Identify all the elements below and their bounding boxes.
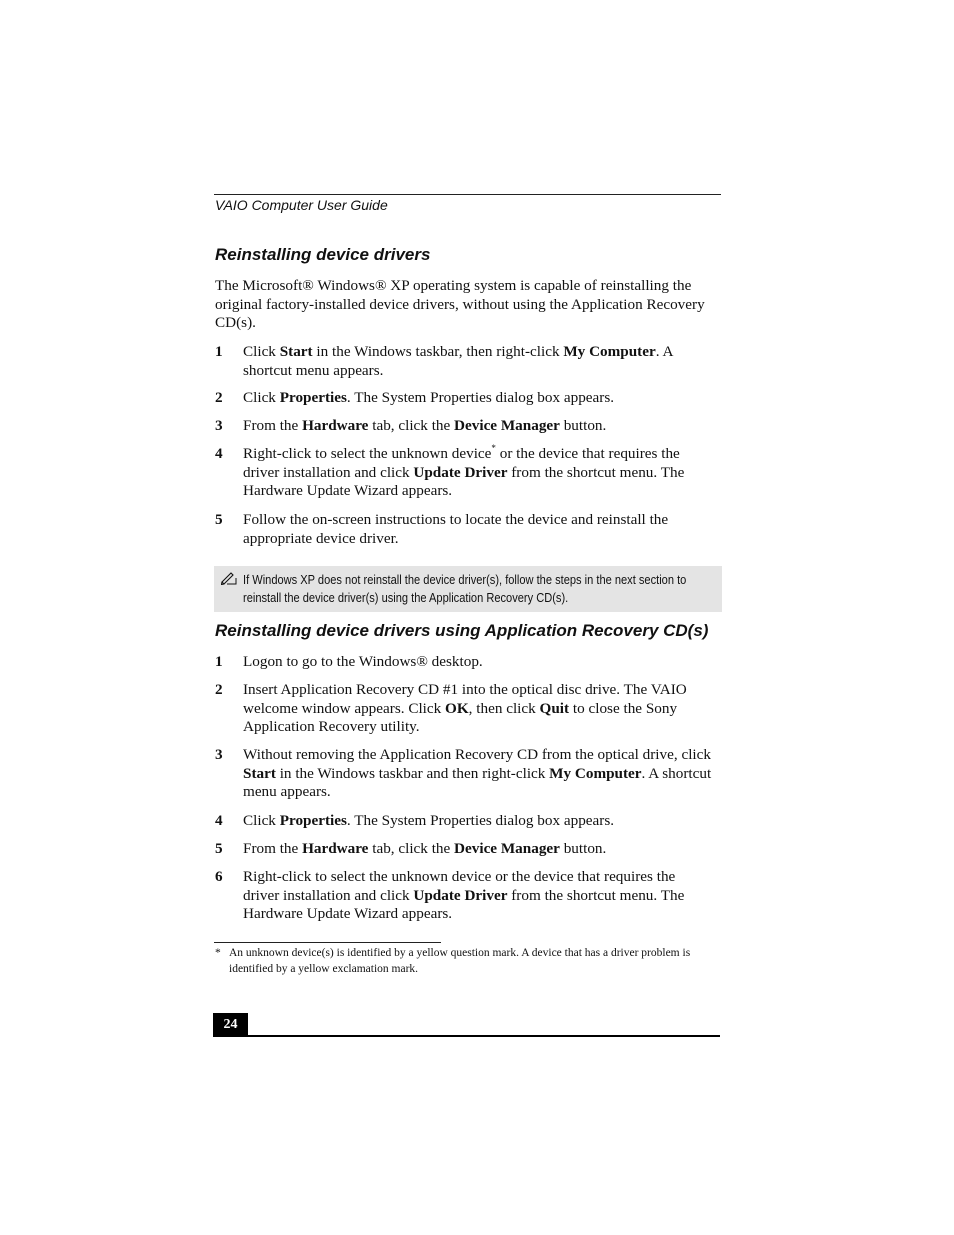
header-rule: [214, 194, 721, 195]
step-number: 5: [215, 840, 223, 857]
step-text: From the Hardware tab, click the Device Manager button.: [243, 417, 607, 434]
running-head: VAIO Computer User Guide: [215, 197, 388, 213]
step-text: Click Properties. The System Properties dialog box appears.: [243, 389, 615, 406]
step-number: 2: [215, 681, 223, 698]
section-heading-reinstalling: Reinstalling device drivers: [215, 245, 431, 264]
step-number: 6: [215, 868, 223, 885]
step-number: 3: [215, 746, 223, 763]
step-number: 3: [215, 417, 223, 434]
step-text: Without removing the Application Recovery CD from the optical drive, click Start in the Windows taskbar and then right-click My Computer. A shortcut menu appears.: [243, 746, 712, 801]
step-text: Insert Application Recovery CD #1 into the optical disc drive. The VAIO welcome window appears. Click OK, then click Quit to close the Sony Application Recovery utility.: [243, 681, 687, 736]
step-number: 1: [215, 653, 223, 670]
step-text: Click Start in the Windows taskbar, then right-click My Computer. A shortcut menu appears.: [243, 343, 673, 379]
step-number: 4: [215, 812, 223, 829]
footnote-mark: *: [215, 947, 221, 959]
page-number: 24: [213, 1013, 248, 1036]
footer-rule: [213, 1035, 720, 1037]
step-text: From the Hardware tab, click the Device Manager button.: [243, 840, 607, 857]
footnote-ref: *: [491, 442, 496, 453]
intro-paragraph: The Microsoft® Windows® XP operating system is capable of reinstalling the original factory-installed device drivers, without using the Application Recovery CD(s).: [215, 277, 705, 332]
step-text: Right-click to select the unknown device or the device that requires the driver installation and click Update Driver from the shortcut menu. The Hardware Update Wizard appears.: [243, 868, 685, 923]
step-number: 4: [215, 445, 223, 462]
note-box: [214, 566, 722, 612]
step-text: Click Properties. The System Properties dialog box appears.: [243, 812, 615, 829]
step-number: 5: [215, 511, 223, 528]
step-number: 1: [215, 343, 223, 360]
footnote-text: An unknown device(s) is identified by a yellow question mark. A device that has a driver problem is identified by a yellow exclamation mark.: [229, 947, 691, 975]
footnote-rule: [214, 942, 441, 943]
step-text: Right-click to select the unknown device* or the device that requires the driver installation and click Update Driver from the shortcut menu. The Hardware Update Wizard appears.: [243, 442, 685, 500]
step-text: Follow the on-screen instructions to locate the device and reinstall the appropriate device driver.: [243, 511, 669, 547]
pencil-note-icon: [221, 571, 237, 585]
section-heading-recovery-cd: Reinstalling device drivers using Application Recovery CD(s): [215, 621, 709, 640]
note-text: If Windows XP does not reinstall the device driver(s), follow the steps in the next section to reinstall the device driver(s) using the Application Recovery CD(s).: [243, 573, 687, 605]
step-number: 2: [215, 389, 223, 406]
step-text: Logon to go to the Windows® desktop.: [243, 653, 483, 670]
